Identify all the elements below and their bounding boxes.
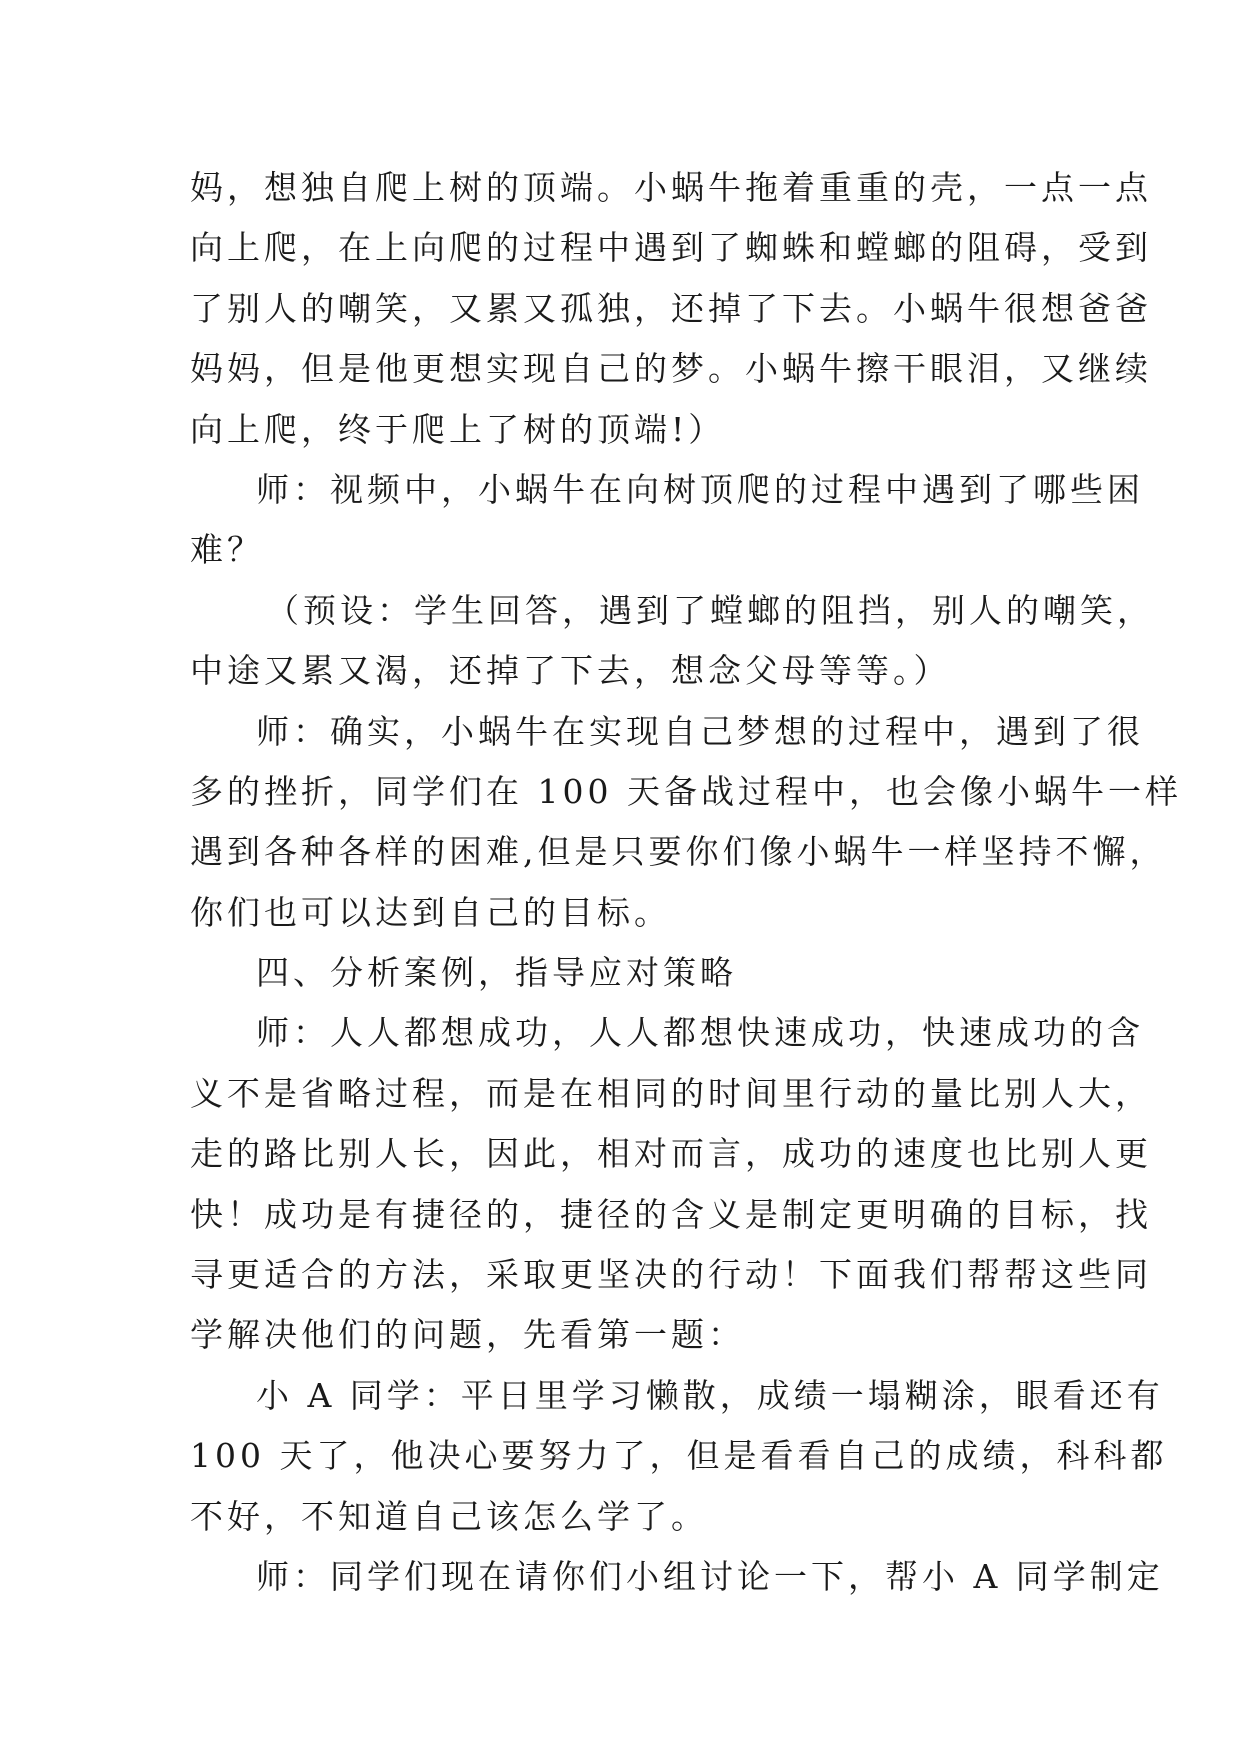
text-line: 师：视频中，小蜗牛在向树顶爬的过程中遇到了哪些困 (256, 469, 1144, 509)
text-line: 寻更适合的方法，采取更坚决的行动！下面我们帮帮这些同 (190, 1255, 1152, 1295)
text-line: 中途又累又渴，还掉了下去，想念父母等等。） (190, 651, 951, 691)
text-line: 小 A 同学：平日里学习懒散，成绩一塌糊涂，眼看还有 (256, 1375, 1164, 1415)
text-line: 师：确实，小蜗牛在实现自己梦想的过程中，遇到了很 (256, 711, 1144, 751)
text-line: 师：人人都想成功，人人都想快速成功，快速成功的含 (256, 1013, 1144, 1053)
text-line: 不好，不知道自己该怎么学了。 (190, 1496, 708, 1536)
text-line: 妈，想独自爬上树的顶端。小蜗牛拖着重重的壳，一点一点 (190, 168, 1152, 207)
body-text (190, 158, 1182, 1607)
text-line: 多的挫折，同学们在 100 天备战过程中，也会像小蜗牛一样 (190, 771, 1182, 811)
text-line: （预设：学生回答，遇到了螳螂的阻挡，别人的嘲笑， (266, 590, 1154, 630)
text-line: 义不是省略过程，而是在相同的时间里行动的量比别人大， (190, 1073, 1152, 1113)
text-line: 师：同学们现在请你们小组讨论一下，帮小 A 同学制定 (256, 1556, 1164, 1596)
text-line: 你们也可以达到自己的目标。 (190, 892, 671, 932)
text-line: 了别人的嘲笑，又累又孤独，还掉了下去。小蜗牛很想爸爸 (190, 288, 1152, 328)
text-line: 妈妈，但是他更想实现自己的梦。小蜗牛擦干眼泪，又继续 (190, 349, 1152, 389)
section-heading: 四、分析案例，指导应对策略 (256, 953, 737, 993)
text-line: 向上爬，终于爬上了树的顶端!） (190, 409, 726, 449)
text-line: 难？ (190, 530, 264, 570)
text-line: 遇到各种各样的困难,但是只要你们像小蜗牛一样坚持不懈， (190, 832, 1167, 872)
text-line: 向上爬，在上向爬的过程中遇到了蜘蛛和螳螂的阻碍，受到 (190, 228, 1152, 268)
text-line: 快！成功是有捷径的，捷径的含义是制定更明确的目标，找 (190, 1194, 1152, 1234)
text-line: 走的路比别人长，因此，相对而言，成功的速度也比别人更 (190, 1134, 1152, 1174)
text-line: 100 天了，他决心要努力了，但是看看自己的成绩，科科都 (190, 1436, 1168, 1476)
text-line: 学解决他们的问题，先看第一题： (190, 1315, 745, 1355)
